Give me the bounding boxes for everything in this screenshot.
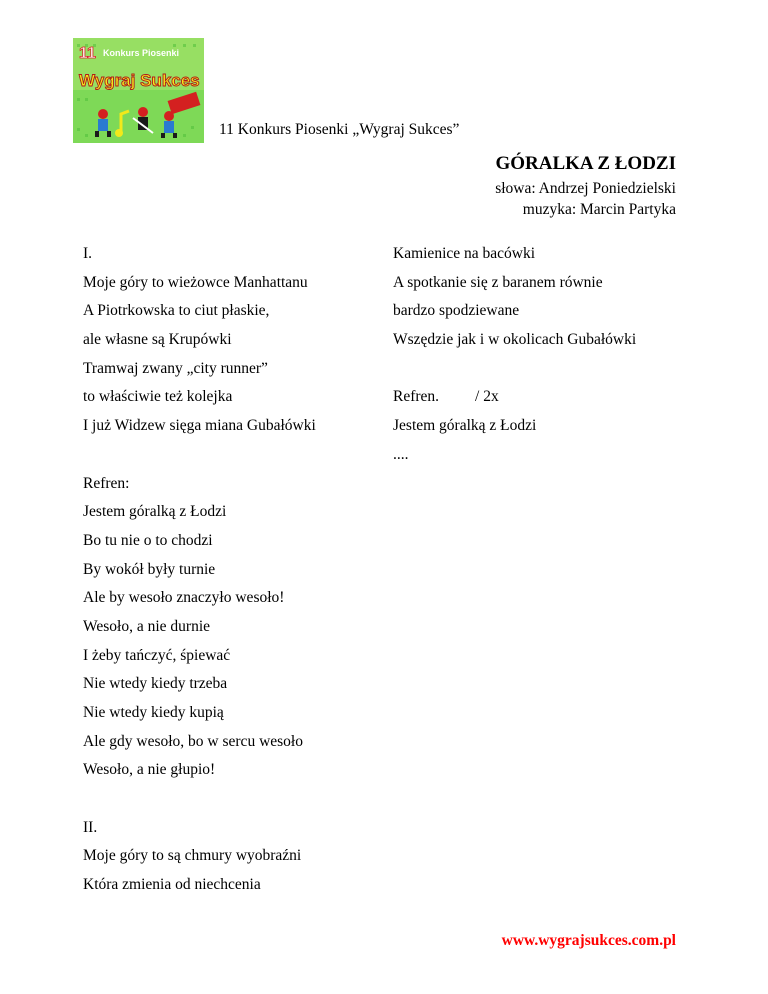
lyric-line: I żeby tańczyć, śpiewać bbox=[83, 646, 231, 664]
music-credit: muzyka: Marcin Partyka bbox=[522, 201, 676, 218]
lyric-line: Tramwaj zwany „city runner” bbox=[83, 359, 268, 377]
blank-line bbox=[393, 355, 636, 384]
lyric-line: Moje góry to wieżowce Manhattanu bbox=[83, 273, 308, 291]
lyric-line: I. bbox=[83, 245, 93, 262]
lyric-line: Jestem góralką z Łodzi bbox=[83, 503, 227, 521]
lyric-line: I już Widzew sięga miana Gubałówki bbox=[83, 417, 316, 435]
song-title: GÓRALKA Z ŁODZI bbox=[495, 153, 676, 174]
lyric-line: By wokół były turnie bbox=[83, 560, 216, 578]
lyric-line: Która zmienia od niechcenia bbox=[83, 876, 261, 894]
refrain-heading: Refren: bbox=[83, 474, 130, 492]
lyric-line: Ale gdy wesoło, bo w sercu wesoło bbox=[83, 732, 303, 750]
ellipsis-line: .... bbox=[393, 445, 409, 463]
blank-line bbox=[83, 785, 316, 814]
wygraj-sukces-logo bbox=[73, 38, 204, 143]
lyrics-left-column bbox=[83, 240, 316, 900]
lyric-line: Wesoło, a nie głupio! bbox=[83, 761, 216, 779]
lyric-line: Ale by wesoło znaczyło wesoło! bbox=[83, 589, 285, 607]
lyric-line: Nie wtedy kiedy trzeba bbox=[83, 675, 228, 693]
lyric-line: Bo tu nie o to chodzi bbox=[83, 531, 213, 549]
footer-url: www.wygrajsukces.com.pl bbox=[501, 932, 676, 949]
verse-heading: II. bbox=[83, 818, 98, 836]
lyric-line: Nie wtedy kiedy kupią bbox=[83, 704, 224, 721]
refrain-label: Refren. bbox=[393, 388, 440, 406]
refrain-repeat-row bbox=[393, 383, 636, 412]
lyric-line: A Piotrkowska to ciut płaskie, bbox=[83, 302, 270, 320]
lyric-line: Jestem góralką z Łodzi bbox=[393, 417, 537, 435]
lyric-line: to właściwie też kolejka bbox=[83, 388, 233, 406]
lyric-line: Kamienice na bacówki bbox=[393, 245, 536, 262]
lyric-line: A spotkanie się z baranem równie bbox=[393, 273, 603, 291]
lyric-line: Wesoło, a nie durnie bbox=[83, 617, 211, 635]
lyrics-right-column bbox=[393, 240, 636, 470]
lyrics-credit: słowa: Andrzej Poniedzielski bbox=[495, 180, 676, 197]
repeat-mark: / 2x bbox=[475, 388, 499, 406]
logo-number: 11 bbox=[79, 45, 96, 62]
lyric-line: Moje góry to są chmury wyobraźni bbox=[83, 847, 302, 865]
lyric-line: bardzo spodziewane bbox=[393, 302, 520, 320]
contest-name: 11 Konkurs Piosenki „Wygraj Sukces” bbox=[219, 121, 460, 138]
lyric-line: ale własne są Krupówki bbox=[83, 331, 232, 349]
lyric-line: Wszędzie jak i w okolicach Gubałówki bbox=[393, 331, 637, 349]
blank-line bbox=[83, 441, 316, 470]
logo-line1: Konkurs Piosenki bbox=[103, 48, 180, 58]
logo-line2: Wygraj Sukces bbox=[79, 71, 200, 90]
